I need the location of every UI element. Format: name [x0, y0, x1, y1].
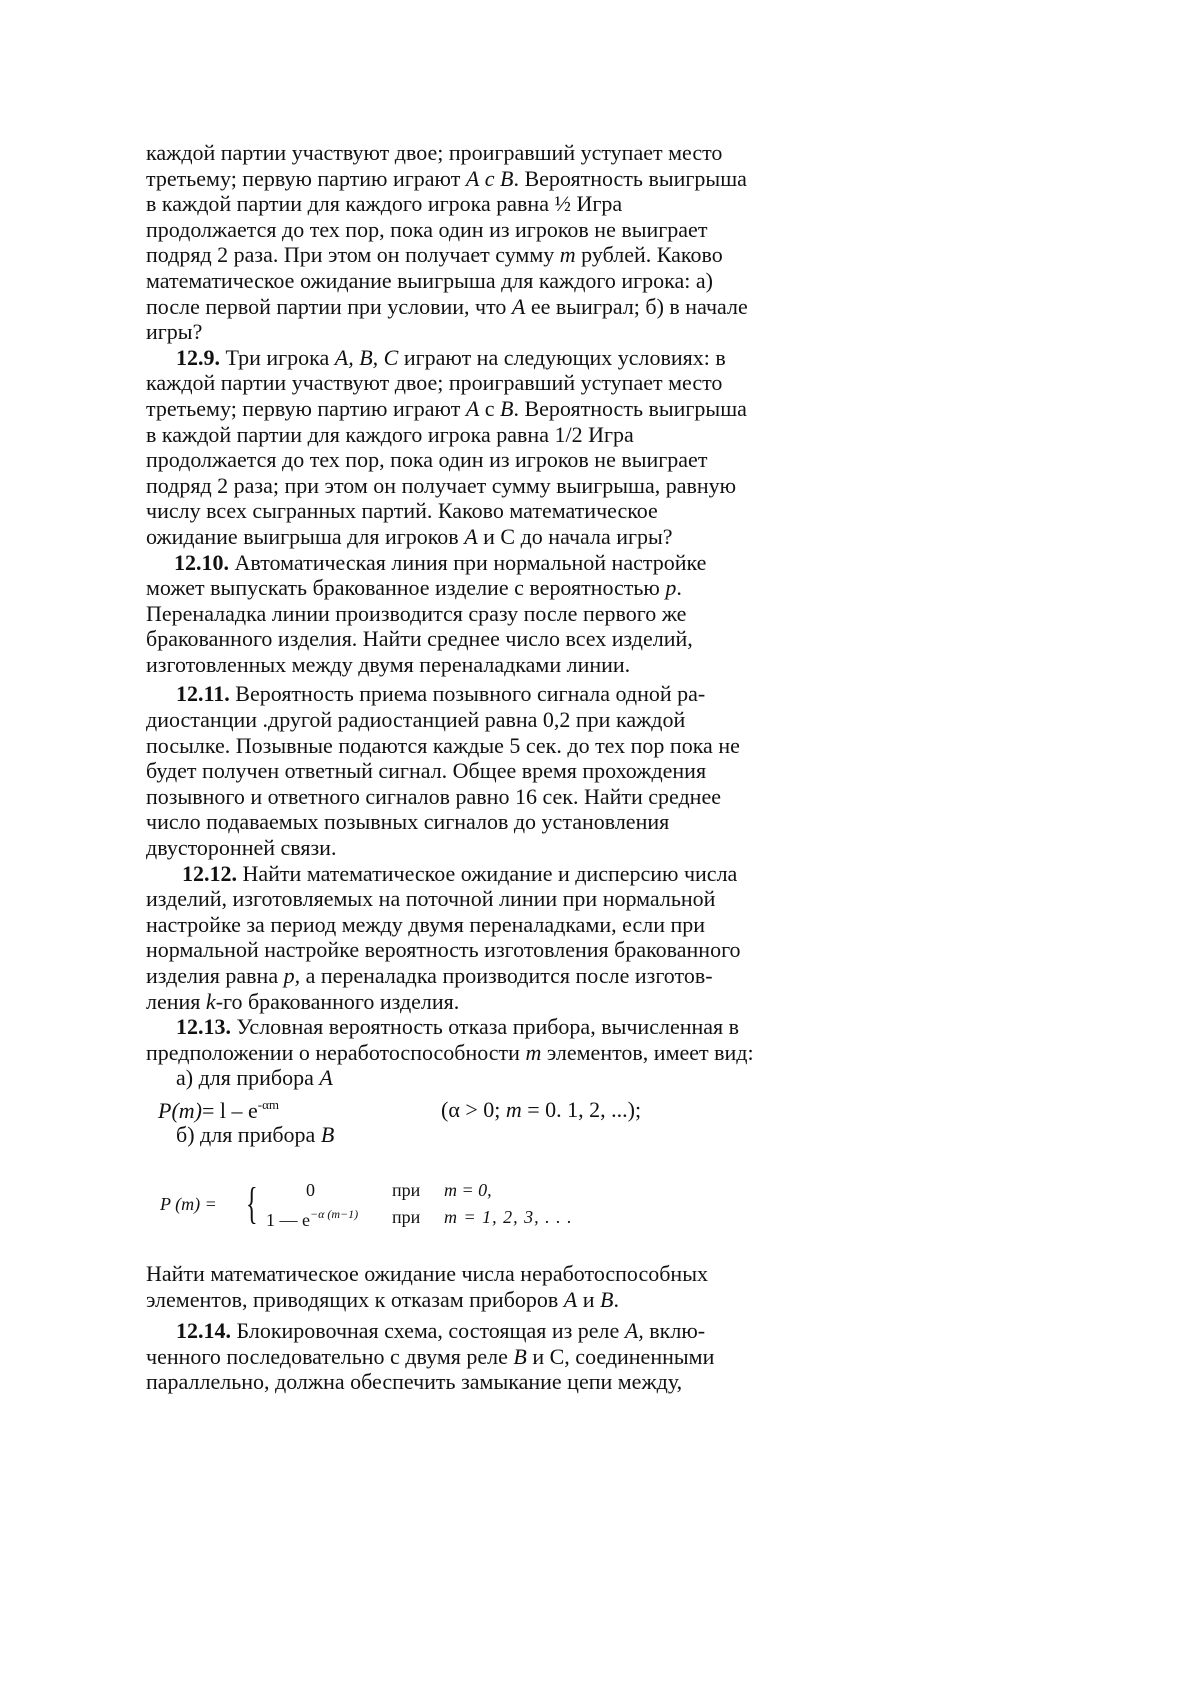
text-line: изделия равна р, а переналадка производится после изготов- — [146, 963, 713, 988]
text-line: двусторонней связи. — [146, 835, 337, 861]
problem-12-11: 12.11. Вероятность приема позывного сигнала одной ра- — [176, 681, 706, 707]
tail-text — [146, 1261, 826, 1395]
text-line: числу всех сыгранных партий. Каково математическое — [146, 498, 658, 524]
problem-number: 12.12. — [182, 860, 237, 886]
formula-case-1: 0 при m = 0, — [306, 1180, 492, 1200]
text-line: элементов, приводящих к отказам приборов А и В. — [146, 1286, 619, 1312]
problem-12-13: 12.13. Условная вероятность отказа прибора, вычисленная в — [176, 1014, 740, 1040]
problem-12-9: 12.9. Три игрока А, В, С играют на следующих условиях: в — [176, 344, 726, 370]
text-line: подряд 2 раза; при этом он получает сумму выигрыша, равную — [146, 472, 737, 498]
text-line: игры? — [146, 319, 203, 345]
text-line: после первой партии при условии, что А ее выиграл; б) в начале — [146, 293, 748, 319]
text-line: настройке за период между двумя переналадками, если при — [146, 911, 706, 937]
text-line: диостанции .другой радиостанцией равна 0,2 при каждой — [146, 707, 686, 733]
formula-device-a — [158, 1097, 798, 1125]
main-text — [146, 140, 826, 1091]
text-line: Переналадка линии производится сразу после первого же — [146, 600, 687, 626]
text-line: ченного последовательно с двумя реле В и С, соединенными — [146, 1343, 715, 1369]
problem-12-12: 12.12. Найти математическое ожидание и дисперсию числа — [182, 860, 738, 886]
text-line: изделий, изготовляемых на поточной линии при нормальной — [146, 886, 716, 912]
subheading-device-b: б) для прибора В — [176, 1122, 335, 1147]
text-line: будет получен ответный сигнал. Общее время прохождения — [146, 758, 707, 784]
problem-12-10: 12.10. Автоматическая линия при нормальной настройке — [174, 549, 707, 575]
problem-number: 12.10. — [174, 549, 229, 575]
text-line: позывного и ответного сигналов равно 16 сек. Найти среднее — [146, 783, 721, 809]
formula-case-2: 1 — $e^{-\alpha (m-1)}$ при m = 1, 2, 3, . . . — [266, 1207, 573, 1230]
formula-device-b — [160, 1178, 720, 1234]
text-line: параллельно, должна обеспечить замыкание цепи между, — [146, 1369, 683, 1395]
text-line: изготовленных между двумя переналадками линии. — [146, 651, 631, 677]
text-line: предположении о неработоспособности m элементов, имеет вид: — [146, 1039, 754, 1065]
text-line: продолжается до тех пор, пока один из игроков не выиграет — [146, 216, 708, 242]
text-line: число подаваемых позывных сигналов до установления — [146, 809, 670, 835]
text-line: в каждой партии для каждого игрока равна 1/2 Игра — [146, 421, 634, 447]
text-line: в каждой партии для каждого игрока равна ½ Игра — [146, 191, 623, 217]
formula-condition: (α > 0; m = 0. 1, 2, ...); — [441, 1097, 642, 1122]
text-line: может выпускать бракованное изделие с вероятностью р. — [146, 575, 682, 601]
text-line: а) для прибора А — [176, 1065, 333, 1091]
text-line: посылке. Позывные подаются каждые 5 сек. до тех пор пока не — [146, 732, 740, 758]
text-line: нормальной настройке вероятность изготовления бракованного — [146, 937, 741, 963]
text-line: третьему; первую партию играют А с В. Вероятность выигрыша — [146, 165, 747, 191]
text-line: ления k-го бракованного изделия. — [146, 988, 460, 1014]
formula-lhs: $P(m)= l - e^{-\alpha m}$ — [158, 1097, 280, 1123]
text-line: ожидание выигрыша для игроков А и С до начала игры? — [146, 523, 673, 549]
problem-number: 12.11. — [176, 681, 230, 707]
formula-lhs: P (m) = — [160, 1194, 217, 1214]
problem-number: 12.14. — [176, 1318, 231, 1344]
problem-12-14: 12.14. Блокировочная схема, состоящая из реле А, вклю- — [176, 1318, 706, 1344]
text-line: третьему; первую партию играют А с В. Вероятность выигрыша — [146, 395, 747, 421]
text-line: каждой партии участвуют двое; проигравший уступает место — [146, 140, 723, 165]
problem-number: 12.9. — [176, 344, 220, 370]
text-line: Найти математическое ожидание числа неработоспособных — [146, 1261, 708, 1286]
text-line: подряд 2 раза. При этом он получает сумму m рублей. Каково — [146, 242, 723, 268]
text-line: продолжается до тех пор, пока один из игроков не выиграет — [146, 447, 708, 473]
text-line: бракованного изделия. Найти среднее число всех изделий, — [146, 626, 693, 652]
text-line: каждой партии участвуют двое; проигравший уступает место — [146, 370, 723, 396]
left-brace: { — [246, 1179, 258, 1228]
problem-number: 12.13. — [176, 1014, 231, 1040]
text-line: математическое ожидание выигрыша для каждого игрока: а) — [146, 267, 713, 293]
